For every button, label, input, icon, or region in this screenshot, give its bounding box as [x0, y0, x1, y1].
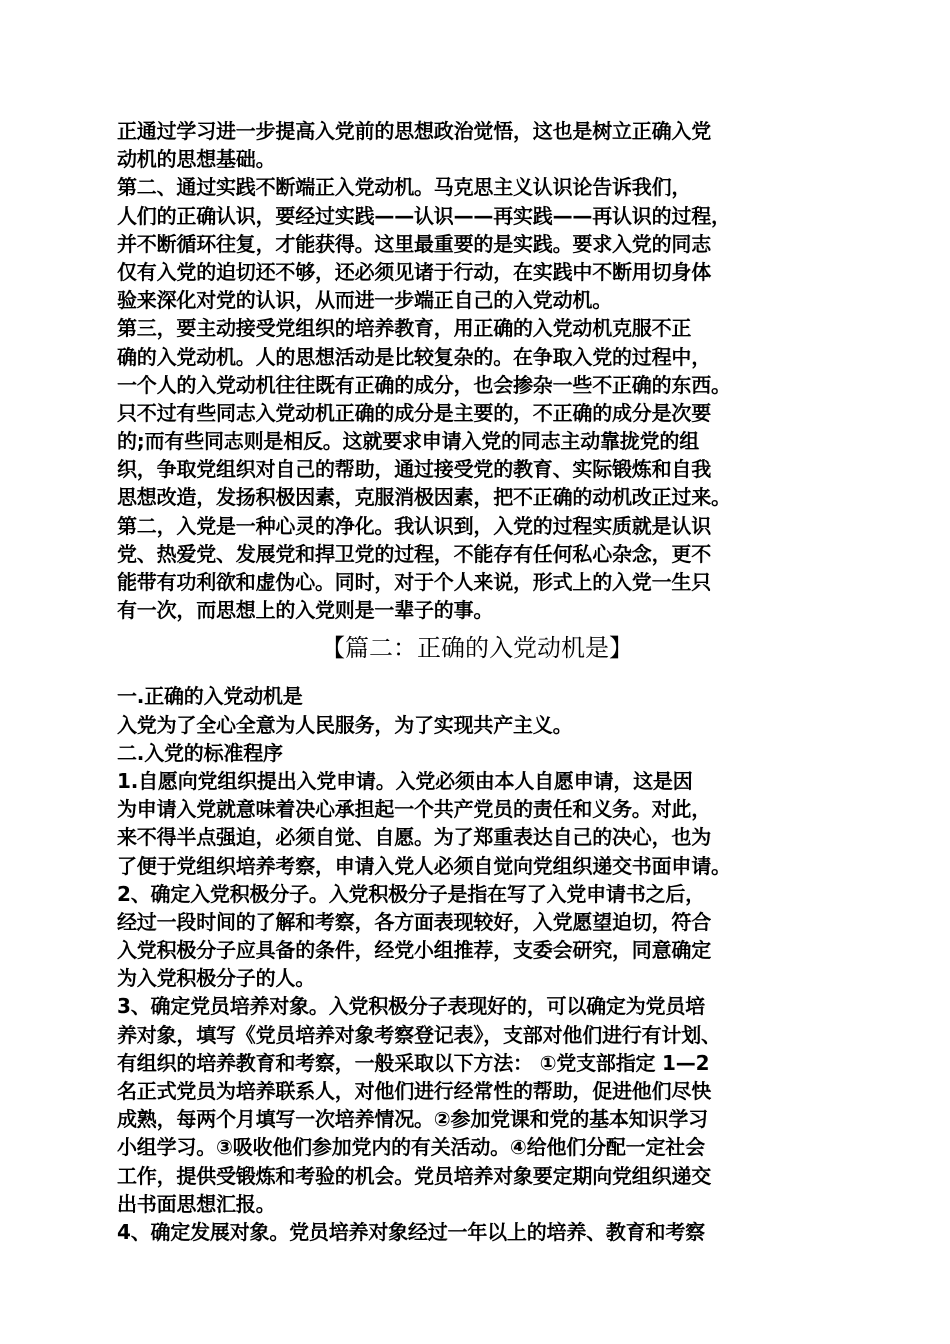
- body-text-part1: [117, 117, 837, 624]
- text-line: 一个人的入党动机往往既有正确的成分，也会掺杂一些不正确的东西。: [117, 372, 731, 397]
- body-text-part2: [117, 682, 837, 1246]
- text-line: 来不得半点强迫，必须自觉、自愿。为了郑重表达自己的决心，也为: [117, 825, 711, 850]
- text-line: 二.入党的标准程序: [117, 740, 283, 765]
- text-line: 正通过学习进一步提高入党前的思想政治觉悟，这也是树立正确入党: [117, 119, 711, 143]
- text-line: 为入党积极分子的人。: [117, 966, 315, 991]
- text-line: 工作，提供受锻炼和考验的机会。党员培养对象要定期向党组织递交: [117, 1163, 711, 1188]
- text-line: 第二、通过实践不断端正入党动机。马克思主义认识论告诉我们，: [117, 175, 692, 200]
- text-line: 动机的思想基础。: [117, 147, 276, 172]
- text-line: 的;而有些同志则是相反。这就要求申请入党的同志主动靠拢党的组: [117, 429, 699, 454]
- text-line: 有组织的培养教育和考察，一般采取以下方法： ①党支部指定 1—2: [117, 1050, 710, 1075]
- text-line: 2、确定入党积极分子。入党积极分子是指在写了入党申请书之后，: [117, 881, 705, 906]
- text-line: 入党为了全心全意为人民服务，为了实现共产主义。: [117, 712, 573, 737]
- text-line: 经过一段时间的了解和考察，各方面表现较好，入党愿望迫切，符合: [117, 909, 711, 934]
- text-line: 1.自愿向党组织提出入党申请。入党必须由本人自愿申请，这是因: [117, 768, 693, 793]
- text-line: 名正式党员为培养联系人，对他们进行经常性的帮助，促进他们尽快: [117, 1079, 711, 1103]
- text-line: 出书面思想汇报。: [117, 1191, 276, 1216]
- text-line: 一.正确的入党动机是: [117, 684, 303, 709]
- text-line: 能带有功利欲和虚伪心。同时，对于个人来说，形式上的入党一生只: [117, 570, 711, 594]
- text-line: 党、热爱党、发展党和捍卫党的过程，不能存有任何私心杂念，更不: [117, 541, 711, 566]
- text-line: 小组学习。③吸收他们参加党内的有关活动。④给他们分配一定社会: [117, 1135, 705, 1160]
- text-line: 人们的正确认识，要经过实践——认识——再实践——再认识的过程，: [117, 203, 731, 228]
- text-line: 并不断循环往复，才能获得。这里最重要的是实践。要求入党的同志: [117, 231, 711, 256]
- text-line: 织，争取党组织对自己的帮助，通过接受党的教育、实际锻炼和自我: [117, 457, 711, 482]
- text-line: 仅有入党的迫切还不够，还必须见诸于行动，在实践中不断用切身体: [117, 259, 711, 284]
- section-title: 【篇二：正确的入党动机是】: [321, 634, 633, 663]
- text-line: 了便于党组织培养考察，申请入党人必须自觉向党组织递交书面申请。: [117, 853, 731, 878]
- text-line: 成熟，每两个月填写一次培养情况。②参加党课和党的基本知识学习: [117, 1107, 708, 1132]
- text-line: 4、确定发展对象。党员培养对象经过一年以上的培养、教育和考察: [117, 1219, 705, 1244]
- text-line: 第三，要主动接受党组织的培养教育，用正确的入党动机克服不正: [117, 316, 692, 341]
- text-line: 养对象，填写《党员培养对象考察登记表》，支部对他们进行有计划、: [117, 1022, 721, 1047]
- document-page: [117, 117, 837, 1246]
- text-line: 3、确定党员培养对象。入党积极分子表现好的，可以确定为党员培: [117, 994, 705, 1019]
- text-line: 确的入党动机。人的思想活动是比较复杂的。在争取入党的过程中，: [117, 344, 711, 369]
- text-line: 只不过有些同志入党动机正确的成分是主要的，不正确的成分是次要: [117, 400, 711, 425]
- text-line: 思想改造，发扬积极因素，克服消极因素，把不正确的动机改正过来。: [117, 485, 731, 510]
- text-line: 第二，入党是一种心灵的净化。我认识到，入党的过程实质就是认识: [117, 513, 711, 538]
- text-line: 有一次，而思想上的入党则是一辈子的事。: [117, 598, 494, 623]
- text-line: 验来深化对党的认识，从而进一步端正自己的入党动机。: [117, 288, 612, 313]
- text-line: 为申请入党就意味着决心承担起一个共产党员的责任和义务。对此，: [117, 797, 711, 822]
- text-line: 入党积极分子应具备的条件，经党小组推荐，支委会研究，同意确定: [117, 938, 711, 963]
